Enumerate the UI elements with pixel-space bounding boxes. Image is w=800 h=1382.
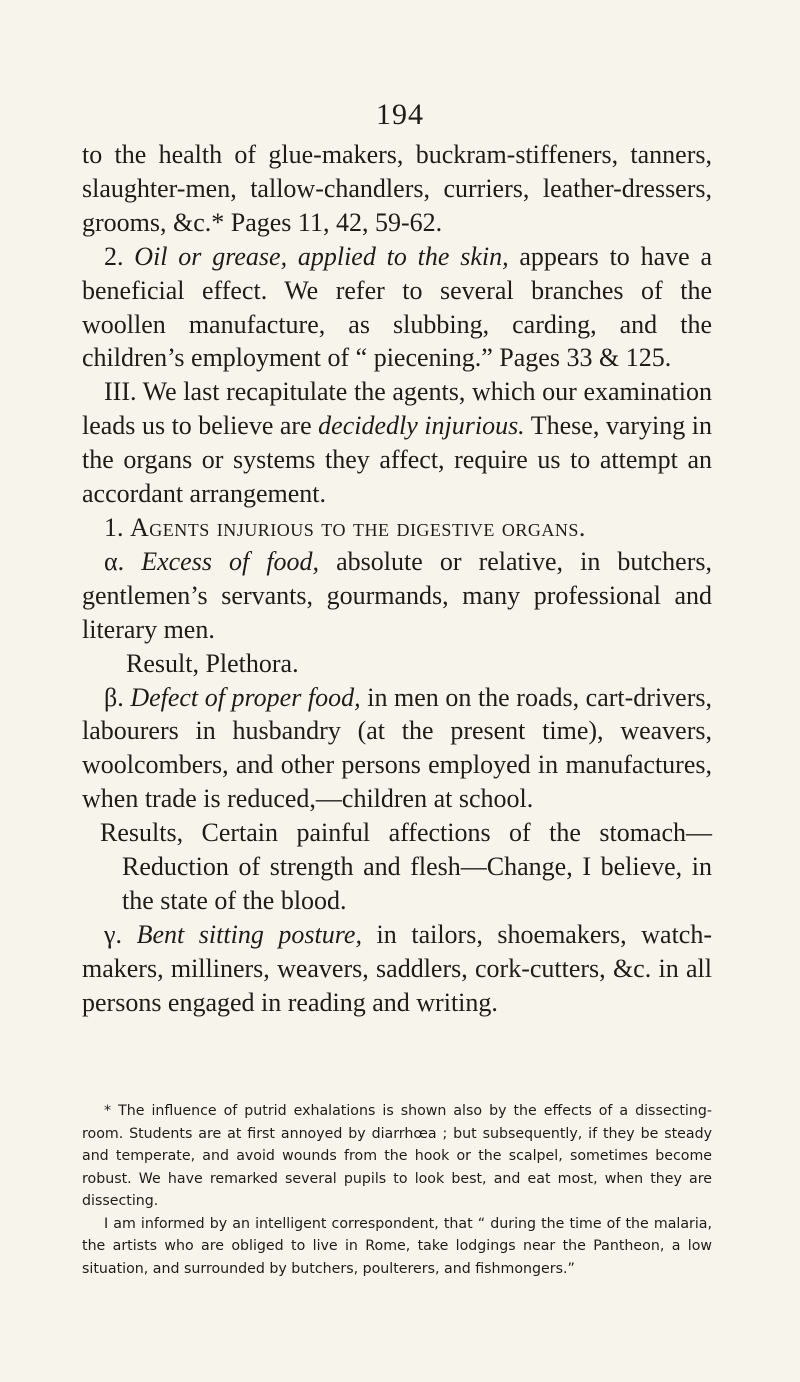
beta-title: Defect of proper food, bbox=[130, 682, 361, 712]
item-2-paragraph: 2. Oil or grease, applied to the skin, appears to have a beneficial effect. We refer to several branches of the woollen manufacture, as slubbing, carding, and the children’s employment of “ piecening.” Pages 33 & 125. bbox=[82, 241, 712, 373]
page-number: 194 bbox=[376, 98, 424, 131]
main-text bbox=[82, 138, 712, 1020]
item-3-paragraph: III. We last recapitulate the agents, which our examination leads us to believe are decidedly injurious. These, varying in the organs or systems they affect, require us to attempt an accordant arrangement. bbox=[82, 377, 712, 509]
footnotes bbox=[82, 1100, 712, 1280]
beta-paragraph: β. Defect of proper food, in men on the roads, cart-drivers, labourers in husbandry (at the present time), weavers, woolcombers, and other persons employed in manufactures, when trade is reduced,—children at school. bbox=[82, 682, 713, 814]
alpha-result: Result, Plethora. bbox=[126, 648, 299, 678]
footnote-1: * The influence of putrid exhalations is shown also by the effects of a dissecting-room. Students are at first annoyed by diarrhœa ; but subsequently, if they be steady and temperate, and avoid wounds from the hook or the scalpel, sometimes become robust. We have remarked several pupils to look best, and eat most, when they are dissecting. bbox=[82, 1103, 712, 1209]
beta-results: Results, Certain painful affections of the stomach—Reduction of strength and flesh—Change, I believe, in the state of the blood. bbox=[100, 818, 712, 915]
item-2-title: Oil or grease, applied to the skin, bbox=[134, 241, 509, 271]
item-3-emphasis: decidedly injurious. bbox=[318, 411, 525, 441]
gamma-paragraph: γ. Bent sitting posture, in tailors, shoemakers, watch-makers, milliners, weavers, saddlers, cork-cutters, &c. in all persons engaged in reading and writing. bbox=[82, 919, 712, 1017]
section-1-heading: 1. Agents injurious to the digestive organs. bbox=[104, 512, 586, 542]
alpha-paragraph: α. Excess of food, absolute or relative, in butchers, gentlemen’s servants, gourmands, many professional and literary men. bbox=[82, 546, 712, 644]
gamma-title: Bent sitting posture, bbox=[136, 919, 362, 949]
continued-paragraph: to the health of glue-makers, buckram-stiffeners, tanners, slaughter-men, tallow-chandlers, curriers, leather-dressers, grooms, &c.* Pages 11, 42, 59-62. bbox=[82, 140, 712, 237]
alpha-title: Excess of food, bbox=[141, 546, 320, 576]
footnote-2: I am informed by an intelligent correspondent, that “ during the time of the malaria, the artists who are obliged to live in Rome, take lodgings near the Pantheon, a low situation, and surrounded by butchers, poulterers, and fishmongers.” bbox=[82, 1215, 712, 1277]
